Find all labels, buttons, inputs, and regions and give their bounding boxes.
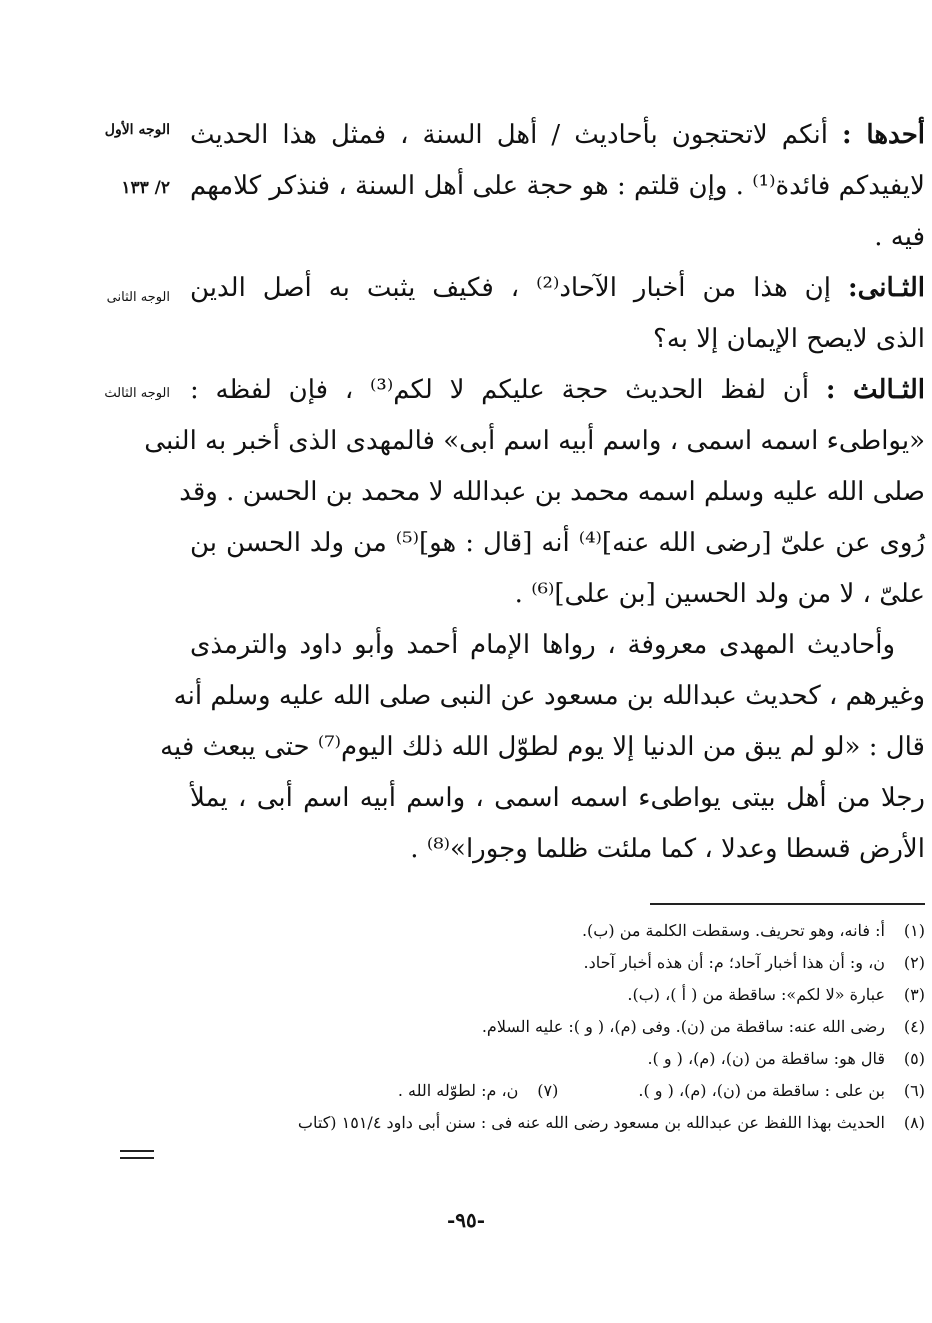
text-line: لايفيدكم فائدة⁽¹⁾ . وإن قلتم : هو حجة على أهل السنة ، فنذكر كلامهم	[190, 171, 925, 201]
footnote-separator	[650, 903, 925, 905]
text-line: وأحاديث المهدى معروفة ، رواها الإمام أحمد وأبو داود والترمذى	[190, 630, 895, 660]
footnote: (٥)قال هو: ساقطة من (ن)، (م)، ( و ).	[647, 1049, 925, 1068]
text-line: الثـانى: إن هذا من أخبار الآحاد⁽²⁾ ، فكيف يثبت به أصل الدين	[190, 273, 926, 303]
paragraph-keyword: الثـانى:	[847, 273, 926, 303]
paragraph-keyword: الثـالث :	[825, 375, 926, 405]
footnotes	[190, 915, 925, 1139]
text-line: الثـالث : أن لفظ الحديث حجة عليكم لا لكم⁽³⁾ ، فإن لفظه :	[190, 375, 926, 405]
footnote: (٦)بن على : ساقطة من (ن)، (م)، ( و ).(٧)ن، م: لطوّله الله .	[397, 1081, 925, 1100]
footnote: (٢)ن، و: أن هذا أخبار آحاد؛ م: أن هذه أخبار آحاد.	[583, 953, 925, 972]
footnote: (٨)الحديث بهذا اللفظ عن عبدالله بن مسعود رضى الله عنه فى : سنن أبى داود ١٥١/٤ (كتاب	[297, 1113, 925, 1132]
margin-note-second-aspect: الوجه الثانى	[106, 290, 170, 305]
text-line: علىّ ، لا من ولد الحسين [بن على]⁽⁶⁾ .	[514, 579, 925, 609]
footnote: (٣)عبارة «لا لكم»: ساقطة من ( أ )، (ب).	[627, 985, 925, 1004]
text-line: صلى الله عليه وسلم اسمه محمد بن عبدالله لا محمد بن الحسن . وقد	[179, 477, 925, 507]
margin-note-volume-page-ref: ٢/ ١٣٣	[121, 178, 170, 198]
margin-note-first-aspect: الوجه الأول	[104, 122, 170, 138]
text-line: «يواطىء اسمه اسمى ، واسم أبيه اسم أبى» فالمهدى الذى أخبر به النبى	[144, 426, 925, 456]
paragraph-keyword: أحدها :	[841, 120, 925, 150]
text-line: أحدها : أنكم لاتحتجون بأحاديث / أهل السنة ، فمثل هذا الحديث	[190, 120, 925, 150]
margin-note-third-aspect: الوجه الثالث	[104, 386, 170, 401]
footnote: (٤)رضى الله عنه: ساقطة من (ن). وفى (م)، ( و ): عليه السلام.	[481, 1017, 925, 1036]
text-line: رُوى عن علىّ [رضى الله عنه]⁽⁴⁾ أنه [قال : هو]⁽⁵⁾ من ولد الحسن بن	[190, 528, 925, 558]
text-line: وغيرهم ، كحديث عبدالله بن مسعود عن النبى صلى الله عليه وسلم أنه	[173, 681, 925, 711]
text-line: فيه .	[874, 222, 925, 252]
text-line: رجلا من أهل بيتى يواطىء اسمه اسمى ، واسم أبيه اسم أبى ، يملأ	[190, 783, 925, 813]
continuation-mark	[120, 1150, 154, 1164]
footnote: (١)أ: فانه، وهو تحريف. وسقطت الكلمة من (ب).	[581, 921, 925, 940]
text-line: الأرض قسطا وعدلا ، كما ملئت ظلما وجورا»⁽⁸⁾ .	[410, 834, 925, 864]
text-line: الذى لايصح الإيمان إلا به؟	[653, 324, 925, 354]
text-line: قال : «لو لم يبق من الدنيا إلا يوم لطوّل الله ذلك اليوم⁽⁷⁾ حتى يبعث فيه	[160, 732, 925, 762]
page-number: -٩٥-	[446, 1208, 486, 1232]
